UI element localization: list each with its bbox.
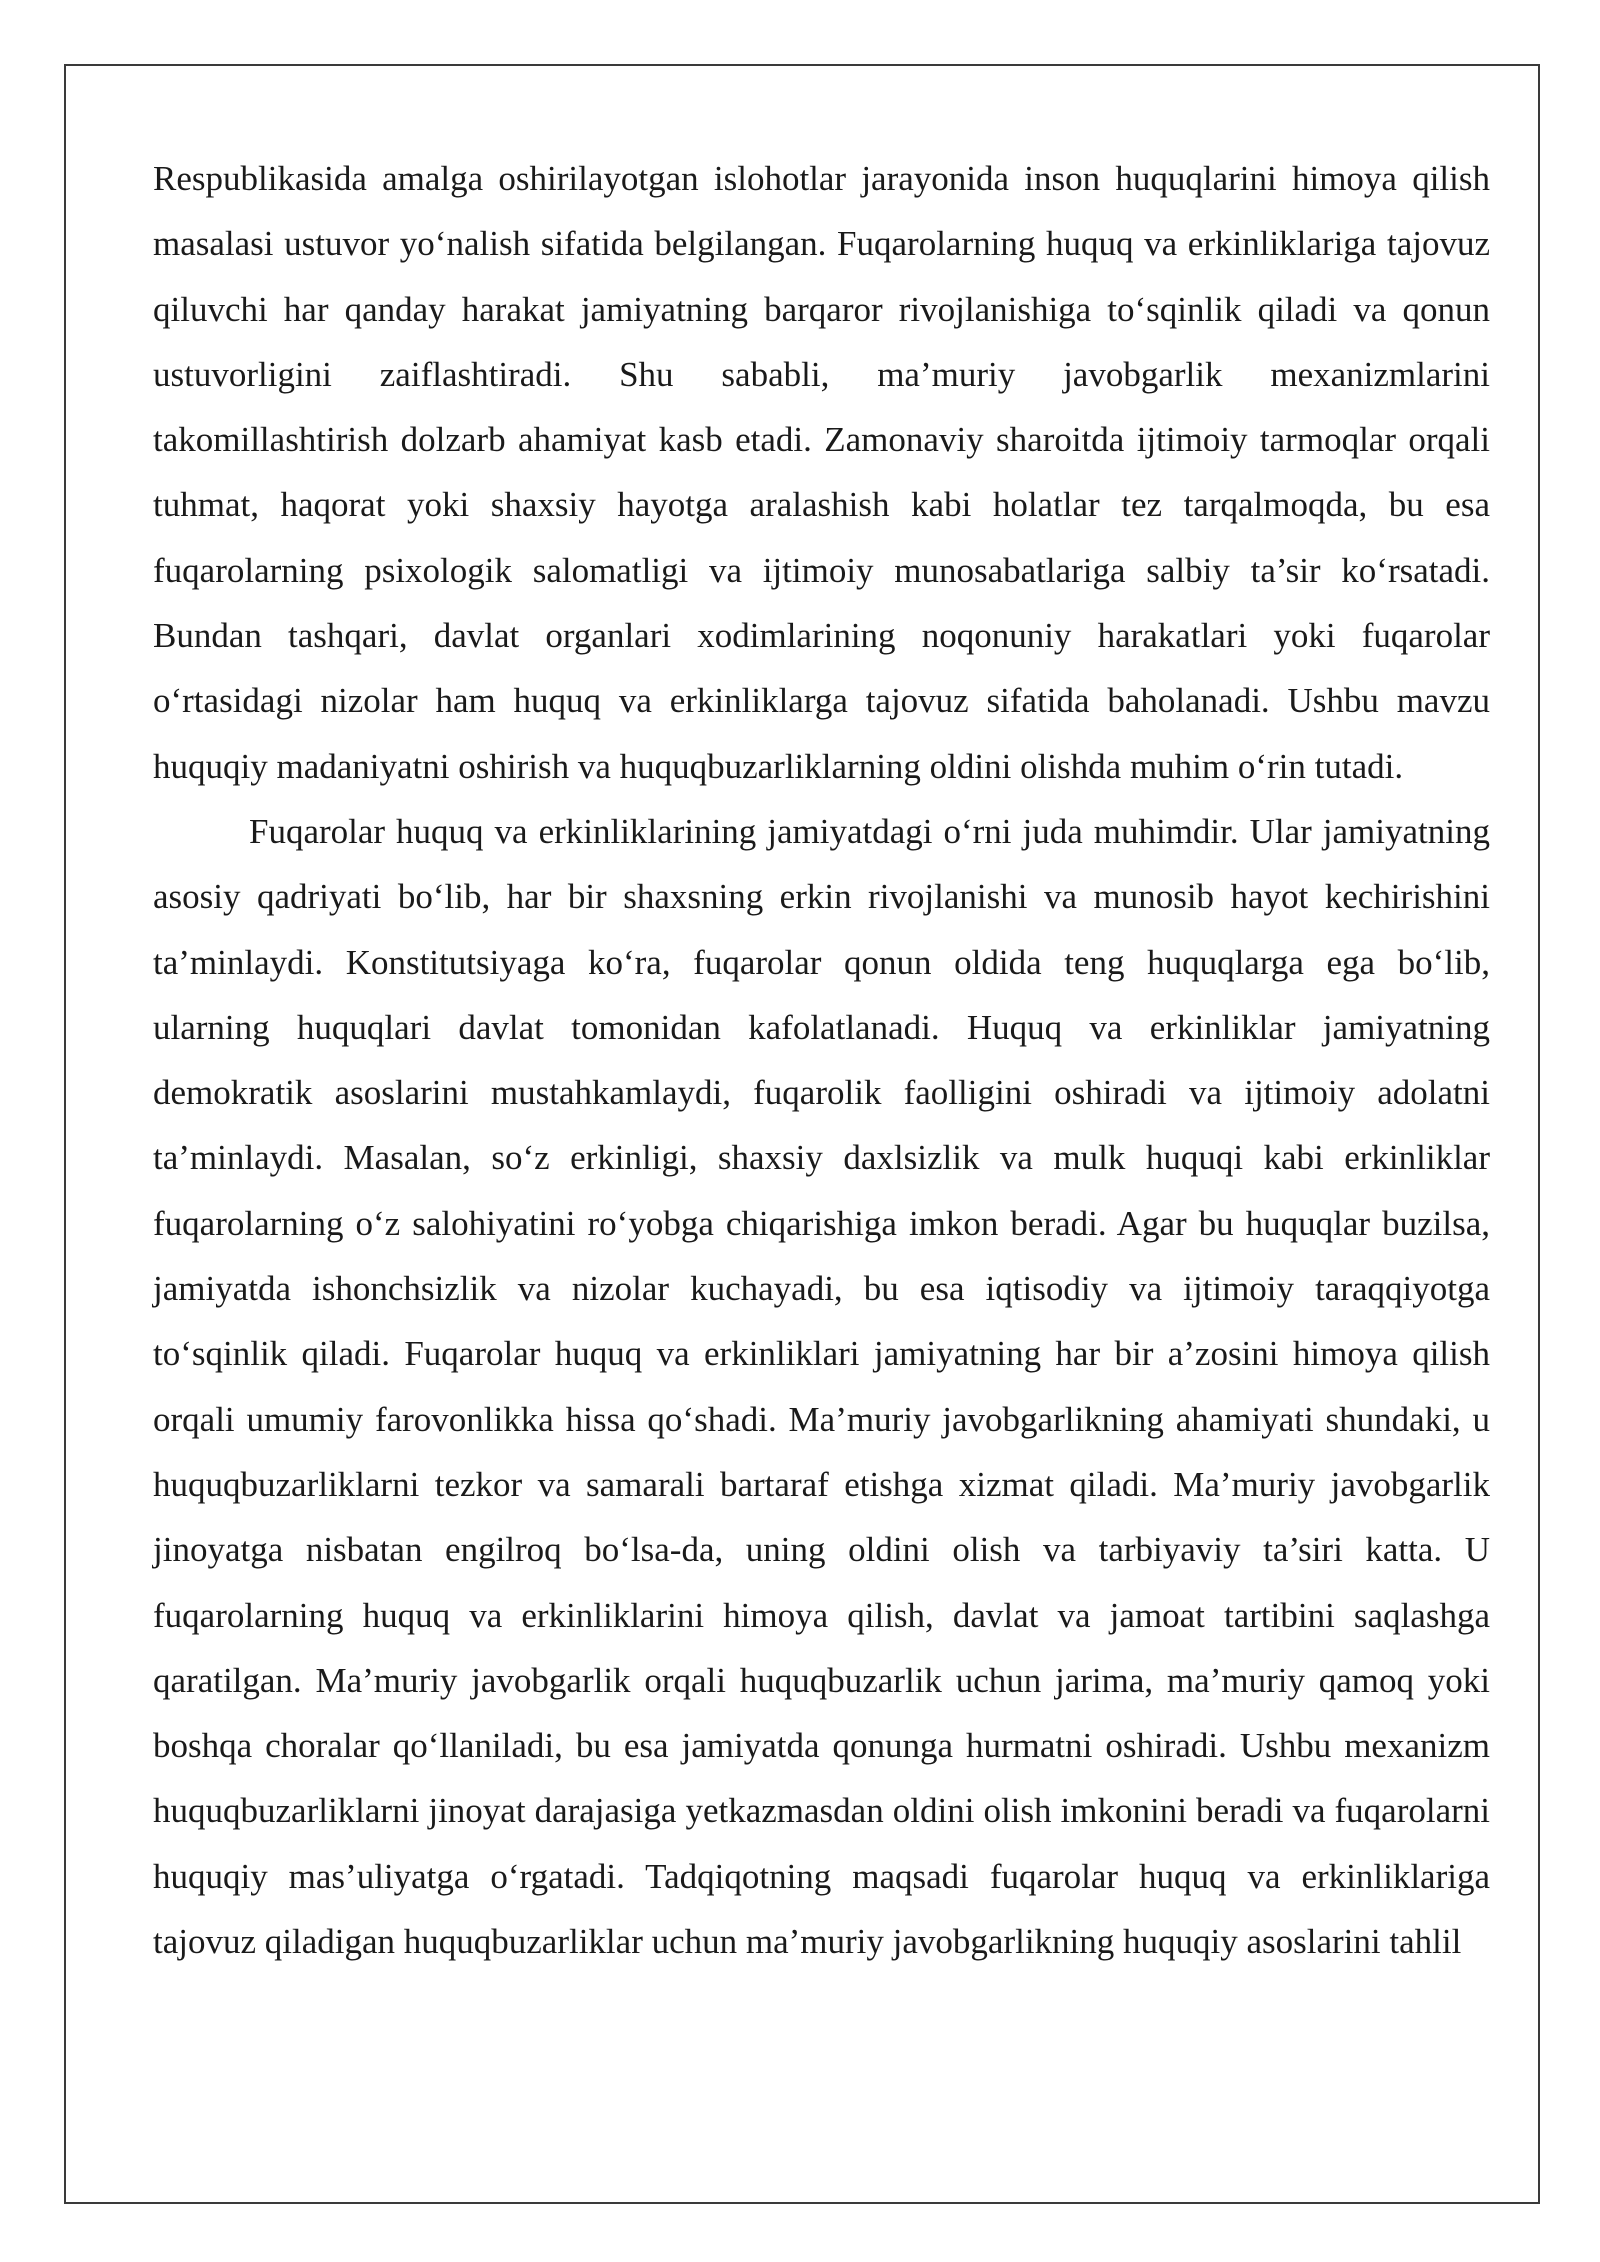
- paragraph-1: Respublikasida amalga oshirilayotgan islohotlar jarayonida inson huquqlarini himoya qilish masalasi ustuvor yo‘nalish sifatida belgilangan. Fuqarolarning huquq va erkinliklariga tajovuz qiluvchi har qanday harakat jamiyatning barqaror rivojlanishiga to‘sqinlik qiladi va qonun ustuvorligini zaiflashtiradi. Shu sababli, ma’muriy javobgarlik mexanizmlarini takomillashtirish dolzarb ahamiyat kasb etadi. Zamonaviy sharoitda ijtimoiy tarmoqlar orqali tuhmat, haqorat yoki shaxsiy hayotga aralashish kabi holatlar tez tarqalmoqda, bu esa fuqarolarning psixologik salomatligi va ijtimoiy munosabatlariga salbiy ta’sir ko‘rsatadi. Bundan tashqari, davlat organlari xodimlarining noqonuniy harakatlari yoki fuqarolar o‘rtasidagi nizolar ham huquq va erkinliklarga tajovuz sifatida baholanadi. Ushbu mavzu huquqiy madaniyatni oshirish va huquqbuzarliklarning oldini olishda muhim o‘rin tutadi.: [153, 159, 1490, 786]
- paragraph-2: Fuqarolar huquq va erkinliklarining jamiyatdagi o‘rni juda muhimdir. Ular jamiyatning asosiy qadriyati bo‘lib, har bir shaxsning erkin rivojlanishi va munosib hayot kechirishini ta’minlaydi. Konstitutsiyaga ko‘ra, fuqarolar qonun oldida teng huquqlarga ega bo‘lib, ularning huquqlari davlat tomonidan kafolatlanadi. Huquq va erkinliklar jamiyatning demokratik asoslarini mustahkamlaydi, fuqarolik faolligini oshiradi va ijtimoiy adolatni ta’minlaydi. Masalan, so‘z erkinligi, shaxsiy daxlsizlik va mulk huquqi kabi erkinliklar fuqarolarning o‘z salohiyatini ro‘yobga chiqarishiga imkon beradi. Agar bu huquqlar buzilsa, jamiyatda ishonchsizlik va nizolar kuchayadi, bu esa iqtisodiy va ijtimoiy taraqqiyotga to‘sqinlik qiladi. Fuqarolar huquq va erkinliklari jamiyatning har bir a’zosini himoya qilish orqali umumiy farovonlikka hissa qo‘shadi. Ma’muriy javobgarlikning ahamiyati shundaki, u huquqbuzarliklarni tezkor va samarali bartaraf etishga xizmat qiladi. Ma’muriy javobgarlik jinoyatga nisbatan engilroq bo‘lsa-da, uning oldini olish va tarbiyaviy ta’siri katta. U fuqarolarning huquq va erkinliklarini himoya qilish, davlat va jamoat tartibini saqlashga qaratilgan. Ma’muriy javobgarlik orqali huquqbuzarlik uchun jarima, ma’muriy qamoq yoki boshqa choralar qo‘llaniladi, bu esa jamiyatda qonunga hurmatni oshiradi. Ushbu mexanizm huquqbuzarliklarni jinoyat darajasiga yetkazmasdan oldini olish imkonini beradi va fuqarolarni huquqiy mas’uliyatga o‘rgatadi. Tadqiqotning maqsadi fuqarolar huquq va erkinliklariga tajovuz qiladigan huquqbuzarliklar uchun ma’muriy javobgarlikning huquqiy asoslarini tahlil: [153, 811, 1490, 1962]
- document-body: [153, 146, 1490, 1974]
